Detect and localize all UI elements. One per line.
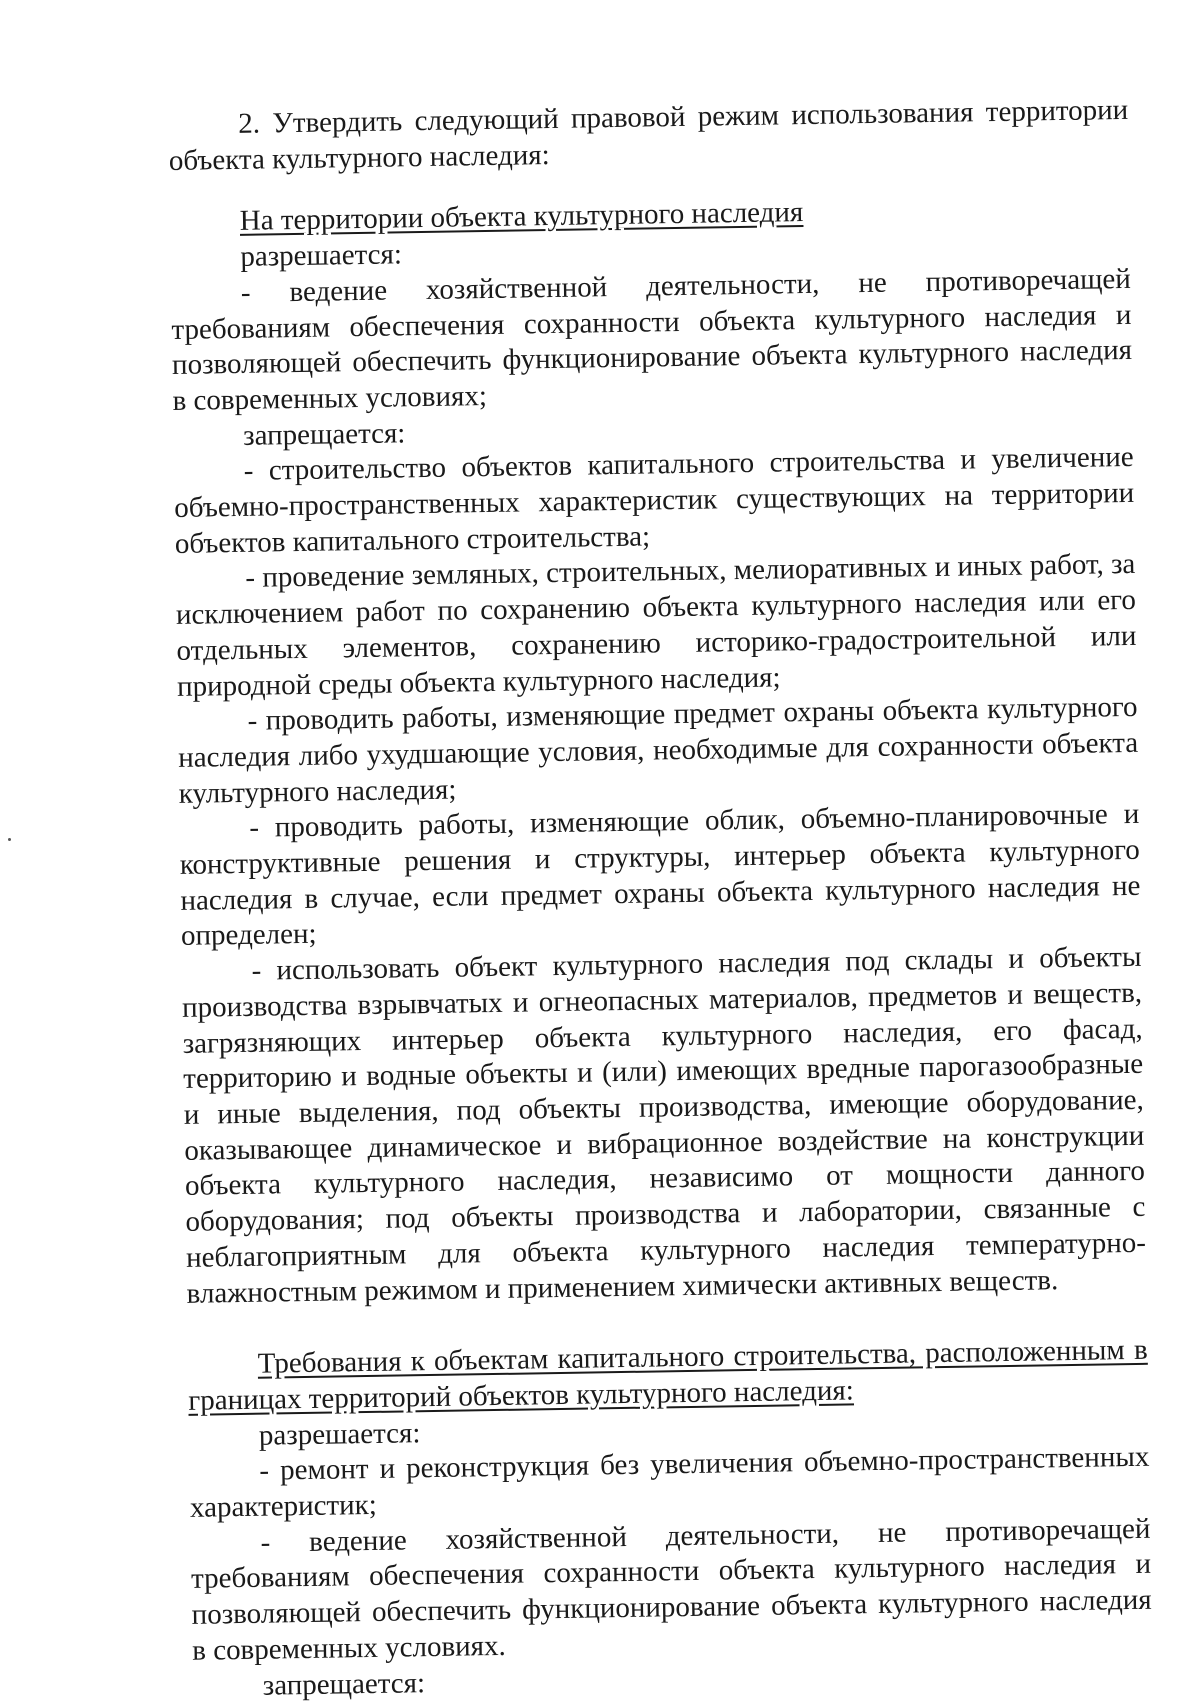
section-1-permitted-item: - ведение хозяйственной деятельности, не противоречащей требованиям обеспечения сохранности объекта культурного наследия и позволяющей обеспечить функционирование объекта культурного наследия в современных условиях; [171,262,1133,417]
section-1-prohibited-item: - проведение земляных, строительных, мелиоративных и иных работ, за исключением работ по сохранению объекта культурного наследия или его отдельных элементов, сохранению историко-градостроительной или природной среды объекта культурного наследия; [175,548,1137,703]
section-1-prohibited-item: - строительство объектов капитального строительства и увеличение объемно-пространственных характеристик существующих на территории объектов капитального строительства; [174,441,1135,560]
document-body [168,93,1153,1705]
section-2-permitted-item: - ремонт и реконструкция без увеличения объемно-пространственных характеристик; [189,1441,1150,1524]
section-1-prohibited-label: запрещается: [242,416,406,452]
item-2-paragraph: 2. Утвердить следующий правовой режим использования территории объекта культурного наследия: [168,93,1129,177]
section-1-prohibited-item: - проводить работы, изменяющие предмет охраны объекта культурного наследия либо ухудшающие условия, необходимые для сохранности объекта культурного наследия; [177,691,1139,810]
section-1-prohibited-item: - использовать объект культурного наследия под склады и объекты производства взрывчатых и огнеопасных материалов, предметов и веществ, загрязняющих интерьер объекта культурного наследия, его фасад, территорию и водные объекты и (или) имеющих вредные парогазообразные и иные выделения, под объекты производства, имеющие оборудование, оказывающее динамическое и вибрационное воздействие на конструкции объекта культурного наследия, независимо от мощности данного оборудования; под объекты производства и лаборатории, связанные с неблагоприятным для объекта культурного наследия температурно-влажностным режимом и применением химически активных веществ. [181,940,1147,1310]
section-2-heading: Требования к объектам капитального строительства, расположенным в границах территорий объектов культурного наследия: [188,1333,1148,1417]
section-2-permitted-item: - ведение хозяйственной деятельности, не противоречащей требованиям обеспечения сохранности объекта культурного наследия и позволяющей обеспечить функционирование объекта культурного наследия в современных условиях. [190,1512,1152,1667]
scan-speck [8,838,11,841]
section-1-prohibited-item: - проводить работы, изменяющие облик, объемно-планировочные и конструктивные решения и структуры, интерьер объекта культурного наследия в случае, если предмет охраны объекта культурного наследия не определен; [179,798,1141,953]
section-2-permitted-label: разрешается: [258,1416,421,1452]
section-1-permitted-label: разрешается: [240,238,403,273]
section-1-heading: На территории объекта культурного наследия [239,196,804,238]
section-2-prohibited-label: запрещается: [262,1666,426,1702]
